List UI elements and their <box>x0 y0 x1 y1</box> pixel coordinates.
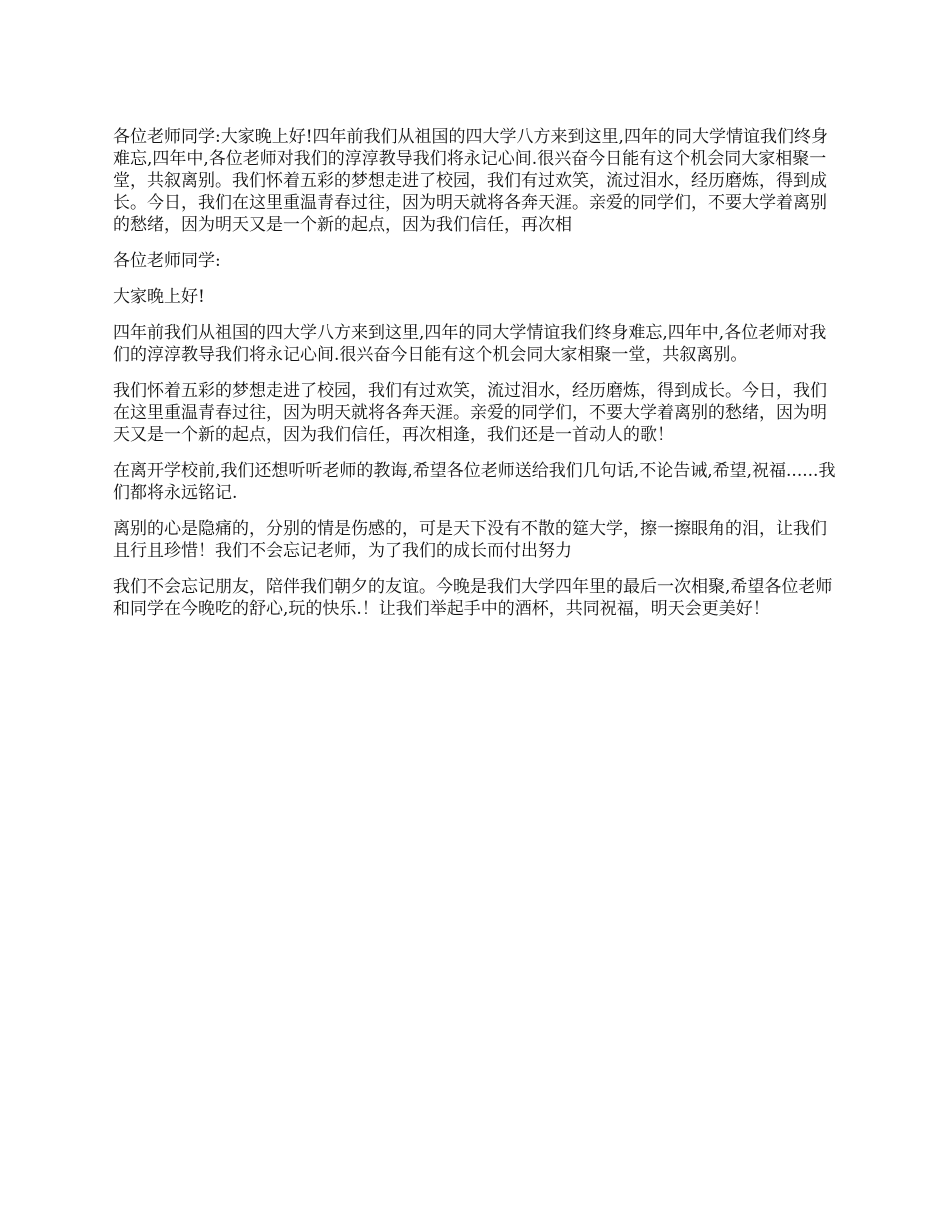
body-paragraph: 我们怀着五彩的梦想走进了校园，我们有过欢笑，流过泪水，经历磨炼，得到成长。今日，我们在这里重温青春过往，因为明天就将各奔天涯。亲爱的同学们，不要大学着离别的愁绪，因为明天又是一个新的起点，因为我们信任，再次相逢，我们还是一首动人的歌！ <box>113 381 827 445</box>
closing-paragraph: 我们不会忘记朋友，陪伴我们朝夕的友谊。今晚是我们大学四年里的最后一次相聚,希望各位老师和同学在今晚吃的舒心,玩的快乐.！让我们举起手中的酒杯，共同祝福，明天会更美好！ <box>113 577 833 619</box>
body-paragraph: 四年前我们从祖国的四大学八方来到这里,四年的同大学情谊我们终身难忘,四年中,各位老师对我们的淳淳教导我们将永记心间.很兴奋今日能有这个机会同大家相聚一堂，共叙离别。 <box>113 323 827 365</box>
body-paragraph: 在离开学校前,我们还想听听老师的教诲,希望各位老师送给我们几句话,不论告诫,希望,祝福......我们都将永远铭记. <box>113 461 836 503</box>
body-paragraph: 离别的心是隐痛的，分别的情是伤感的，可是天下没有不散的筵大学，擦一擦眼角的泪，让我们且行且珍惜！我们不会忘记老师，为了我们的成长而付出努力 <box>113 519 827 561</box>
greeting-paragraph: 大家晚上好! <box>113 287 205 307</box>
document-body <box>113 126 841 634</box>
summary-paragraph: 各位老师同学:大家晚上好!四年前我们从祖国的四大学八方来到这里,四年的同大学情谊我们终身难忘,四年中,各位老师对我们的淳淳教导我们将永记心间.很兴奋今日能有这个机会同大家相聚一堂，共叙离别。我们怀着五彩的梦想走进了校园，我们有过欢笑，流过泪水，经历磨炼，得到成长。今日，我们在这里重温青春过往，因为明天就将各奔天涯。亲爱的同学们，不要大学着离别的愁绪，因为明天又是一个新的起点，因为我们信任，再次相 <box>113 127 828 235</box>
salutation-paragraph: 各位老师同学: <box>113 251 221 271</box>
